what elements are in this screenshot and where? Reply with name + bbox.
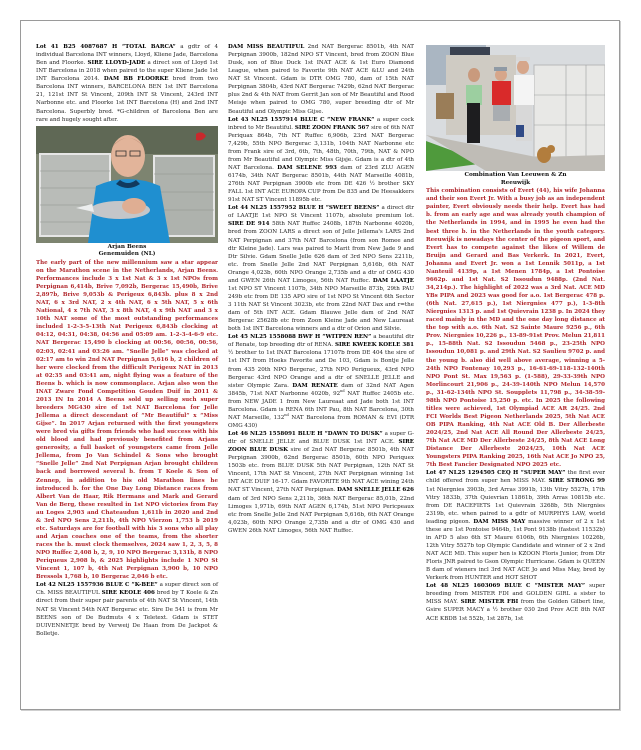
lot-45-text-3: dam of 32nd NAT Agen 3845b, 71st NAT Narbonne 4020b, 92 [228,382,414,397]
lot-46-heading: Lot 46 NL25 1558091 BLUE H “DAWN TO DUSK” [228,431,383,437]
lot-48-heading: Lot 48 NL25 1603069 BLUE C “MISTER MAY” [426,583,586,590]
lot-41-text-2: a direct son of Lloyd 1st INT Barcelona in 2018 when paired to the super Kliene Jade 1st INT Barcelona 2014. [36,60,218,83]
lot-47 [426,469,605,582]
lot-43-text: a super cock inbred to Mr Beautiful. [228,116,414,131]
column-middle [228,43,414,535]
lot-41-heading: Lot 41 B25 4087687 H “TOTAL BARCA” [36,44,176,50]
lot-45-heading: Lot 45 NL25 1558088 BWF H “WITPEN REN” [228,334,372,341]
arjan-beens-photo [36,126,218,243]
lot-46-sire: SIRE ZOON BLUE DUSK [228,439,414,454]
lot-45-dam: DAM RENATE [292,382,338,389]
lot-42-continued [228,43,414,116]
lot-43-heading: Lot 43 NL25 1557914 BLUE C “NEW FRANK” [228,116,375,123]
lot-45-sire: SIRE KWEEK KOELE 381 [334,342,414,349]
lot-42-text-3: 2nd NAT Bergerac 8501b, 4th NAT Perpignan 3900b, 182nd NPO ST Vincent, bred from ZOON Blue Dusk, son of Blue Duck 1st INAT ACE & 1st Euro Diamond League, when paired to Favorite 9th NAT ACE &LU and 24th NAT St Vincent. Gdam is DTR OMG 780, dam of 15th NAT Perpignan 3804b, 43rd NAT Bergerac 7429b, 62nd NAT Bergerac plus 2nd & 4th NAT from Gerrit Jan son of Mr Beautiful and Rood Meisje when paired to OMG 780, super breeding dtr of Mr Beautiful and Olympic Miss Gijse. [228,44,414,115]
lot-47-heading: Lot 47 NL25 1294505 CEQ H “SUPER MAY” [426,470,566,477]
lot-44-heading: Lot 44 NL25 1557952 BLUE H “SWEET BEENS” [228,205,380,212]
lot-44-dam: DAM LAATJE [372,277,414,284]
lot-42 [36,581,218,637]
lot-47-sire: SIRE STRONG 99 [548,478,605,485]
column-right [426,43,605,623]
lot-44-text-3: 1st NPO ST Vincent 1107b, 34th NPO Marseille 873b, 29th PAU 249b etc from DE 135 APO sire of 1st NPO St Vincent 6th Sector 3 11th NAT St Vincent 3023b, etc from 22nd NAT Dax and r=the dam of 5th INT ACE. Gdam Blauwe Jelle dam of 2nd NAT Bergerac 25628b etc from Zoon Kleine Jade and New Laureaat both 1st INT Barcelona winners and a dtr of Orion and Silvie. [228,285,414,333]
lot-48 [426,582,605,622]
lot-41-sire: SIRE LLOYD-JADE [87,60,146,67]
lot-45-text-5: NAT Barcelona from ROMAN & EVI (DTR OMG 430) [228,414,414,429]
lot-41-text-3: bred from two Barcelona INT winners, BARCELONA BEN 1st INT Barcelona 21, 121st INT St Vincent, 209th INT St Vincent, 243rd INT Narbonne etc. and Floorke 1st INT Barcelona (H) and 2nd INT Barcelona. Superbly bred. *G-children of Barcelona Ben are rare and hugely sought after. [36,76,218,123]
lot-47-dam: DAM MISS MAY [473,518,526,525]
lot-41 [36,43,218,124]
lot-46-text: a super G-dtr of SNELLE JELLE and BLUE DUSK 1st INT ACE. [228,431,414,446]
van-leeuwen-caption-name: Combination Van Leeuwen & Zn [464,172,567,178]
lot-45-text: a beautiful dtr of Renate, top breeding dtr of RENA. [228,334,414,349]
lot-43-dam: DAM SELENE 993 [277,164,337,171]
lot-42-text: a super direct son of Ch. MISS BEAUTIFUL [36,582,218,597]
column-left [36,43,218,638]
lot-47-text: the first ever child offered from super hen MISS MAY. [426,470,606,485]
lot-43-text-2: sire of 6th NAT Periquax 864b, 7th NT Ruffec 6,906b, 23rd NAT Bergerac 7,429b, 55th NPO Bergerac 3,131b, 104th NAT Narbonne etc from Frank sire of 3rd, 6th, 7th, 48th, 70th, 79th, NAT & NPO from Mr Beautiful and Olympic Miss Gijsje. Gdam is a dtr of 4th NAT Barcelona. [228,124,414,171]
lot-44-text: a direct dtr of LAATJE 1st NPO St Vincent 1107b, absolute premium lot. [228,205,414,220]
ordinal-suffix: nd [340,388,345,393]
lot-46-dam: DAM SNELLE JELLE 626 [337,487,415,494]
lot-45 [228,333,414,430]
lot-42-text-2: bred by T Koele & Zn direct from their super pair parents of 4th NAT St Vincent, 14th NAT St Vincent 54th NAT Bergerac etc. Sire De 541 is from Mr BEENS son of De Budmuts 4 x Teletext. Gdam is STET DUIVENNETJE bred by Verweij De Haan from De Jackpot & Bolletje. [36,590,218,637]
lot-43-sire: SIRE ZOON FRANK 567 [294,124,370,131]
lot-44 [228,204,414,333]
lot-43 [228,116,414,205]
lot-48-text-2: from the Golden Gilbert line, Gsire SUPER MACY a ½ brother 030 2nd Prov ACE 8th NAT ACE KBDB 1st 552b, 1st 287b, 1st [426,599,606,622]
arjan-beens-profile-text: The early part of the new millennium saw a star appear on the Marathon scene in the Netherlands, Arjan Beens. Performances include 3 x 1st Nat & 3 x 1st NPOs from Perpignan 6,414b, Brive 7,092b, Bergerac 15,490b, Brive 2,897b, Brive 9,053b & Perigeux 6,843b. plus 8 x 2nd NAT, 6 x 3rd NAT, 2 x 4th NAT, 6 x 5th NAT, 5 x 6th National, 4 x 7th NAT, 3 x 8th NAT, 4 x 9th NAT and 3 x 10th NAT some of the most outstanding performances included 1-2-3-5-13th Nat Perigeux 6,843b clocking at 04:12, 04:31, 04:38, 04:56 and 05:09 am. 1-2-3-4-6-9 etc. NAT Bergerac 15,490 b clocking at 00:56, 00:56, 00:56, 02:03, 02:41 and 03:26 am. “Snelle Jelle” was clocked at 02:17 am to win 2nd NAT Perpignan 5,616 b, 2 children of her were clocked from the difficult Perigeux NAT in 2013 at 02:35 and 03:41 am, night flying was a feature of the Beens b. which is now commonplace. Arjan also won the INAT Zware Fond Competition Gouden Duif in 2011 & 2013 IN In 2014 A Beens sold up selling such super breeders MG430 sire of 1st NAT Barcelona for Jelle Jellema a direct descendant of “Mr Beautiful” x “Miss Gijse”. In 2017 Arjan returned with the first youngsters were bred via gifts from friends who had success with his old blood and had previously benefited from Arjans generosity, a full basket of youngsters came from Jelle Jellema, from Jo Van Schindel & Sons who brought “Snelle Jelle” 2nd Nat Perpignan Arjan brought children back and borrowed several b. from T Koele & Son of Zennep, in addition to his old Marathon lines he introduced b. for the One Day Long Distance races from Albert Van de Haar, Rik Hermans and Mark and Gerard Van de Berg, these resulted in 1st NPO victories from Fay au Loges 2,903 and Chateaudun 1,611b in 2020 and 2nd & 3rd NPO Sens 2,211b, 4th NPO Vierzon 1,753 b 2019 etc. Saturdays are for football with his 3 sons who all play and Arjan coaches one of the teams, from the shorter races the b. must clock themselves, 2024 saw 1, 2, 3, 5, 8 NPO Ruffec 2,408 b, 2, 9, 10 NPO Bergerac 3,131b, 8 NPO Periqueus 2,908 b, & 2025 highlights include 1 NPO St Vincent 1, 107 b, 4th Nat Perpignan 3,900 b, 10 NPO Bressols 1,768 b, 10 Bergerac 2,046 b etc. [36,259,218,581]
lot-41-dam: DAM BB FLOORKE [103,76,169,83]
lot-45-text-4: NAT Ruffec 2405b etc. from NEW JADE 1 from New Laureaat and Jade both 1st INT Barcelona. Gdam is RENA 6th INT Pau, 8th NAT Barcelona, 30th NAT Marseille, 132 [228,390,415,421]
lot-47-text-3: massive winner of 2 x 1st these are 1st Pontoise 9464b, 1st Pont 9138b (fastest 11532b) in AFD 5 also 6th ST Maure 6106b, 6th Niergnies 10226b, 12th Vitry 5527b top Olympic Candidate and winner of 2 x 2nd NAT ACE MD. This super hen is KZOON Floris Junior, from Dtr Floris JNR paired to Gson Olympic Hurricane. Gdam is QUEEN B dam of wieners incl 3rd NAT ACE Jo and Miss May, bred by Verkerk from HUNTER and HOT SHOT [426,518,605,582]
lot-42-dam: DAM MISS BEAUTIFUL [228,44,305,50]
van-leeuwen-profile-text: This combination consists of Evert (44), his wife Johanna and their son Evert Jr. With a busy job as an independent painter, Evert obviously needs their help. Evert has had b. from an early age and was already youth champion of the Netherlands in 1994, and in 1995 he even had the best three b. in the Netherlands in the youth category. Reeuwijk is nowadays the center of the pigeon sport, and Evert has to compete against the likes of Willem de Bruijn and Gerard and Bas Verkerk. In 2021, Evert, Johanna and Evert Jr. won a 1st Lennik 5011p, a 1st Nanteuil 4139p, a 1st Menen 1784p, a 1st Pontoise 9662p. and 1st Nat. S2 Issoudun 9488p. (2nd Nat. 34,214p.). The highlight of 2022 was a 3rd Nat. ACE MD YBs PIPA and 2023 was good for a.o. 1st Bergerac 478 p. (6th Nat. 27,615 p.), 1st Niergnies 477 p.), 1-3-8th Niergnies 1313 p. and 1st Quievrain 1238 p. In 2024 they raced mainly in the MD and the one day long distance at the top with a.o. 6th Nat. S2 Sainte Maure 9256 p., 6th Prov. Niergnies 10,226 p., 13-89-91st Prov. Melun 21,811 p., 15-88th Nat. S2 Issoudun 5468 p., 23-25th NPO Issoudun 10,081 p. and 29th Nat. S2 Saulieu 9702 p. and the young b. also did well above average, winning a 5-24th NPO Fontenay 10,293 p., 16-61-69-118-132-140th NPO Pont St. Max 19,563 p. (1-588), 29-33-39th NPO Morlincourt 21,906 p., 24-39-140th NPO Melun 14,570 p., 31-62-134th NPO St. Soupplets 11,798 p., 34-38-59-98th NPO Pontoise 15,250 p. etc. In 2025 the following titles were achieved, 1st Olympiad ACE AR 24/25. 2nd FCI Worlds Best Pigeon Netherlands 2025, 5th Nat ACE OB PIPA Ranking, 4th Nat ACE Old B. Der Allerbeste 2024/25, 2nd Nat ACE All Round Der Allerbeste 24/25, 7th Nat ACE MD Der Allerbeste 24/25, 8th Nat ACE Long Distance Der Allerbeste 2024/25, 10th Nat ACE Youngsters PIPA Ranking 2025, 16th Nat ACE Jo NPO 25, 7th Best Fancier Designated NPO 2025 etc. [426,188,605,469]
arjan-beens-caption-place: Genemuiden (NL) [98,251,156,258]
lot-44-sire: SIRE DE 914 [228,221,270,228]
lot-45-text-2: ½ brother to 1st INAT Barcelona 17107b from DE 404 the sire of 1st INT from Hoeks Favorite and De 103, Gdam is Bontje Jelle from 435 20th NPO Bergerac, 27th NPO Perigueux, 43rd NPO Bergerac 43rd NPO Orange and a dtr of SNELLE JELLE and sister Olympic Zara. [228,350,414,389]
lot-47-text-2: 1st Niergnies 3903b, 3rd Arras 3991b, 13th Vitry 5527b, 17th Vitry 1833b, 37th Quievrian 11861b, 39th Arras 10815b etc. from DE RACEFIETS 1st Quievrain 3268b, 5th Niergnies 2319b, etc. when paired to a gdtr of MURPHYS LAW, world leading pigeon. [426,486,605,525]
lot-46 [228,430,414,535]
lot-41-text: a gdtr of 4 individual Barcelona INT winners, Lloyd, Kliene Jade, Barcelona Ben and Floorke. [36,44,218,67]
lot-48-text: super breeding from MISTER FDI and GOLDEN GIRL a sister to MISS MAY. [426,583,605,606]
lot-48-sire: SIRE MISTER FBI [460,599,519,606]
arjan-beens-caption-name: Arjan Beens [107,243,147,250]
ordinal-suffix: nd [284,413,289,418]
lot-44-text-2: 58th NAT Ruffec 2408b, 187th Narbonne 4020b, bred from ZOON LARS a direct son of Jelle Jellema's LARS 2nd NAT Perpignan and 37th NAT Barcelona (from son Romee and dtr Kleine Jade). Lars was paired to Marit from New Jade 9 and Dtr Silvie. Gdam Snelle Jelle 626 dam of 3rd NPO Sens 2211b, etc. from Snelle Jelle 2nd NAT Perpignan 5,616b, 6th NAT Orange 4,023b, 60th NPO Orange 2,735b and a dtr of OMG 430 and GWEN 26th NAT Limoges, 56th NAT Ruffec. [228,221,414,284]
lot-43-text-3: dam of 23rd ZLU AGEN 6174b, 34th NAT Bergerac 8501b, 44th NAT Marseille 4081b, 276th NAT Perpignan 3900b etc from DE 426 ½ brother SKY FALL 1st INT ACE EUROPA CUP from De 835 and De Heesakkers 91st NAT ST Vincent 11895b etc. [228,164,414,204]
lot-46-text-2: sire of 2nd NAT Bergerac 8501b, 4th NAT Perpignan 3900b, 62nd Bergerac 8501b, 60th NPO Periquex 1503b etc. from BLUE DUSK 5th NAT Perpignan, 12th NAT St Vincent, 17th NAT St Vincent, 27th NAT Perpignan winning 1st INT ACE DUIF 16-17. Gdam FAVORITE 9th NAT ACE wining 24th NAT ST Vincent, 27th NAT Perpignan. [228,447,414,494]
lot-46-text-3: dam of 3rd NPO Sens 2,211b, 36th NAT Bergerac 85,01b, 22nd Limoges 1,971b, 69th NAT AGEN 6,174b, 51st NPO Pericpeaux etc from Snelle Jelle 2nd NAT Perpignan 5,616b, 6th NAT Orange 4,023b, 60th NPO Orange 2,735b and a dtr of OMG 430 and GWEN 26th NAT Limoges, 56th NAT Ruffec. [228,495,414,534]
lot-42-sire: SIRE KEOLE 406 [101,590,155,597]
van-leeuwen-caption-place: Reeuwijk [500,179,531,186]
van-leeuwen-family-photo [426,45,605,171]
lot-42-heading: Lot 42 NL25 1557936 BLUE C “K-BEE” [36,582,158,589]
